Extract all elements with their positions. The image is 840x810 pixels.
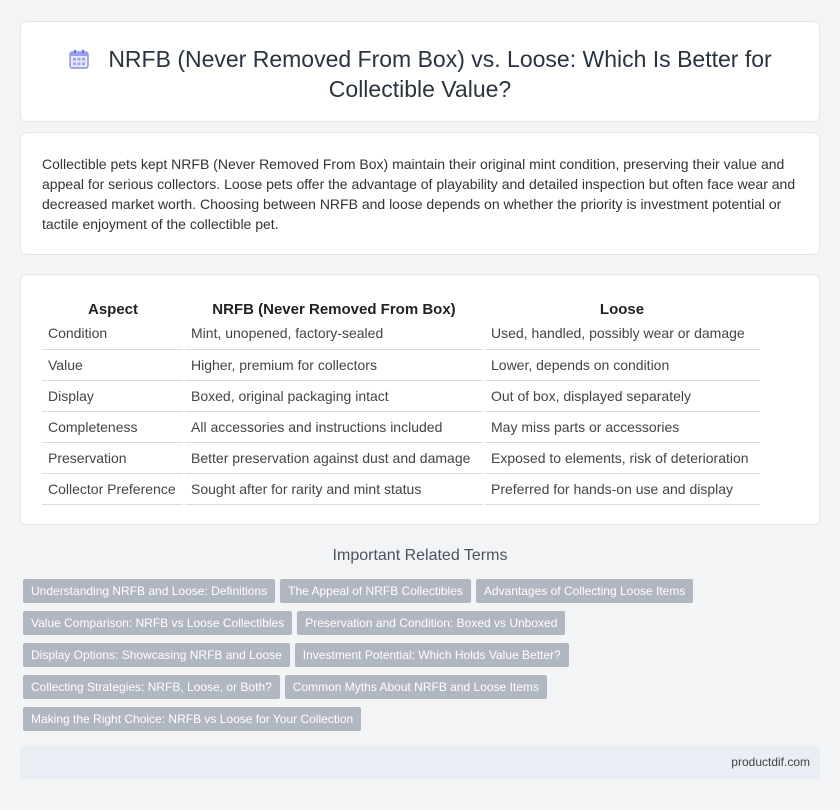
tag-row [23, 579, 803, 611]
table-cell: Sought after for rarity and mint status [184, 473, 484, 504]
table-cell: Out of box, displayed separately [484, 380, 760, 411]
table-cell: Preferred for hands-on use and display [484, 473, 760, 504]
header-aspect: Aspect [87, 301, 139, 318]
table-row [42, 349, 760, 380]
table-cell: Boxed, original packaging intact [184, 380, 484, 411]
tag-row [23, 643, 803, 675]
footer [20, 746, 820, 779]
table-cell: Lower, depends on condition [484, 349, 760, 380]
table-cell: Used, handled, possibly wear or damage [484, 318, 760, 349]
comparison-table [42, 296, 760, 505]
table-cell: Mint, unopened, factory-sealed [184, 318, 484, 349]
page-title [21, 44, 819, 104]
footer-site-link[interactable]: productdif.com [731, 755, 810, 769]
table-cell: Completeness [42, 411, 184, 442]
tag-row [23, 707, 803, 739]
related-term-tag[interactable]: Common Myths About NRFB and Loose Items [285, 675, 547, 699]
title-line-2: Collectible Value? [328, 76, 512, 102]
related-term-tag[interactable]: Investment Potential: Which Holds Value Better? [295, 643, 569, 667]
table-cell: Display [42, 380, 184, 411]
table-cell: Better preservation against dust and damage [184, 442, 484, 473]
table-row [42, 473, 760, 504]
related-terms-tags [23, 579, 803, 739]
title-line-1: NRFB (Never Removed From Box) vs. Loose: Which Is Better for [108, 46, 772, 72]
header-nrfb: NRFB (Never Removed From Box) [212, 301, 456, 318]
table-cell: Higher, premium for collectors [184, 349, 484, 380]
table-cell: All accessories and instructions included [184, 411, 484, 442]
table-cell: Value [42, 349, 184, 380]
header-loose: Loose [599, 301, 645, 318]
header-card [20, 21, 820, 122]
related-term-tag[interactable]: Value Comparison: NRFB vs Loose Collectibles [23, 611, 292, 635]
calendar-icon [68, 48, 90, 70]
table-row [42, 411, 760, 442]
intro-card [20, 132, 820, 255]
related-terms-title: Important Related Terms [332, 547, 508, 564]
tag-row [23, 675, 803, 707]
related-term-tag[interactable]: Advantages of Collecting Loose Items [476, 579, 693, 603]
intro-paragraph: Collectible pets kept NRFB (Never Removed From Box) maintain their original mint condition, preserving their value and appeal for serious collectors. Loose pets offer the advantage of playability and detailed inspection but often face wear and decreased market worth. Choosing between NRFB and loose depends on whether the priority is investment potential or tactile enjoyment of the collectible pet. [42, 156, 796, 232]
comparison-table-card [20, 274, 820, 525]
related-term-tag[interactable]: The Appeal of NRFB Collectibles [280, 579, 471, 603]
related-term-tag[interactable]: Understanding NRFB and Loose: Definitions [23, 579, 275, 603]
table-cell: Collector Preference [42, 473, 184, 504]
table-cell: May miss parts or accessories [484, 411, 760, 442]
tag-row [23, 611, 803, 643]
related-term-tag[interactable]: Preservation and Condition: Boxed vs Unboxed [297, 611, 565, 635]
related-term-tag[interactable]: Making the Right Choice: NRFB vs Loose for Your Collection [23, 707, 361, 731]
related-term-tag[interactable]: Display Options: Showcasing NRFB and Loose [23, 643, 290, 667]
table-cell: Condition [42, 318, 184, 349]
related-term-tag[interactable]: Collecting Strategies: NRFB, Loose, or Both? [23, 675, 280, 699]
table-row [42, 380, 760, 411]
table-cell: Preservation [42, 442, 184, 473]
table-header-row [42, 296, 760, 318]
table-cell: Exposed to elements, risk of deterioration [484, 442, 760, 473]
table-row [42, 442, 760, 473]
table-row [42, 318, 760, 349]
